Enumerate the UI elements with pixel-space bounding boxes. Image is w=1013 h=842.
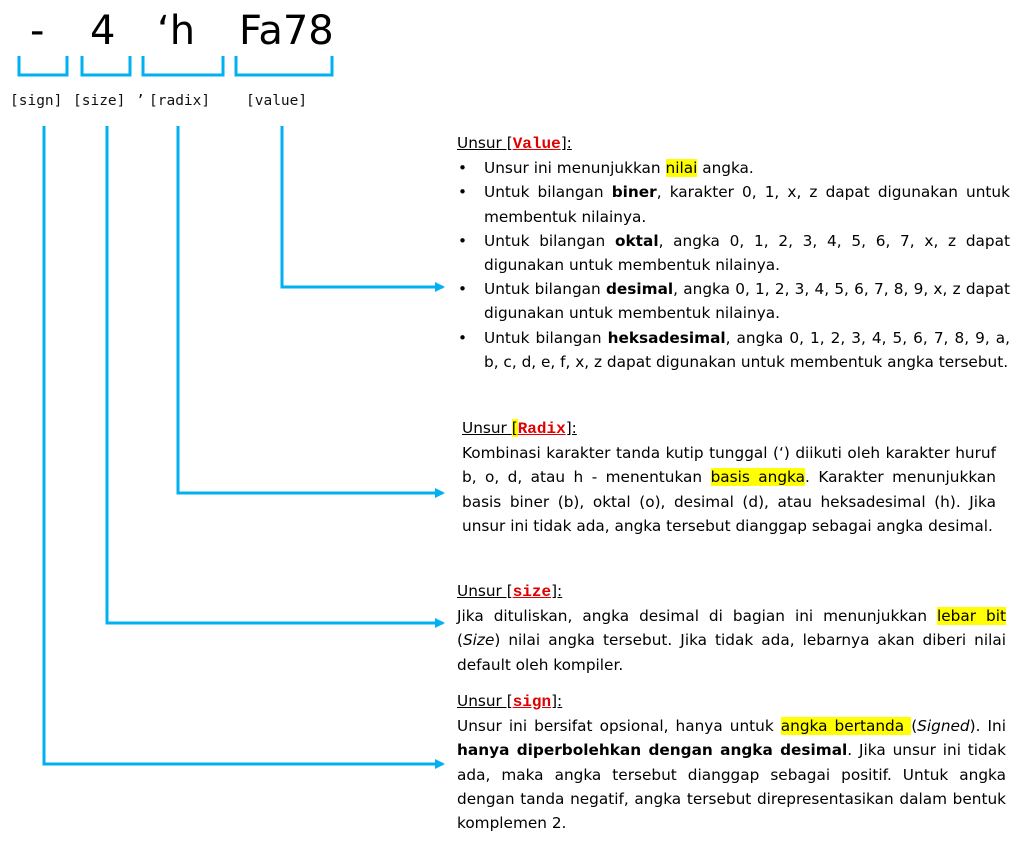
field-label-value: [value] bbox=[246, 93, 308, 109]
value-bullet: • Untuk bilangan heksadesimal, angka 0, 1, 2, 3, 4, 5, 6, 7, 8, 9, a, b, c, d, e, f, x, z dapat digunakan untuk membentuk angka tersebut. bbox=[457, 326, 1010, 374]
example-sign: - bbox=[30, 8, 45, 54]
section-sign bbox=[457, 689, 1006, 835]
section-value-heading: Unsur [Value]: bbox=[457, 134, 572, 153]
section-sign-heading: Unsur [sign]: bbox=[457, 692, 563, 711]
section-size-text: Jika dituliskan, angka desimal di bagian ini menunjukkan lebar bit (Size) nilai angka tersebut. Jika tidak ada, lebarnya akan diberi nilai default oleh kompiler. bbox=[457, 607, 1006, 674]
section-size bbox=[457, 579, 1006, 677]
section-radix bbox=[462, 416, 996, 538]
connector-radix bbox=[178, 126, 443, 493]
bracket-value bbox=[236, 56, 332, 75]
value-bullet: • Unsur ini menunjukkan nilai angka. bbox=[457, 156, 1010, 180]
field-label-size: [size] bbox=[73, 93, 126, 109]
section-size-heading: Unsur [size]: bbox=[457, 582, 563, 601]
field-label-radix: [radix] bbox=[149, 93, 211, 109]
connector-size bbox=[107, 126, 443, 623]
value-bullet: • Untuk bilangan biner, karakter 0, 1, x, z dapat digunakan untuk membentuk nilainya. bbox=[457, 180, 1010, 228]
field-label-quote: ’ bbox=[136, 93, 145, 109]
connector-sign bbox=[44, 126, 443, 764]
example-size: 4 bbox=[90, 8, 116, 54]
example-value: Fa78 bbox=[239, 8, 334, 54]
value-bullet: • Untuk bilangan desimal, angka 0, 1, 2, 3, 4, 5, 6, 7, 8, 9, x, z dapat digunakan untuk membentuk nilainya. bbox=[457, 277, 1010, 325]
section-radix-heading: Unsur [Radix]: bbox=[462, 419, 577, 438]
field-label-sign: [sign] bbox=[10, 93, 63, 109]
bracket-size bbox=[82, 56, 130, 75]
connector-value bbox=[282, 126, 443, 287]
section-value bbox=[457, 131, 1010, 374]
section-sign-text: Unsur ini bersifat opsional, hanya untuk angka bertanda (Signed). Ini hanya diperbolehkan dengan angka desimal. Jika unsur ini tidak ada, maka angka tersebut dianggap sebagai positif. Untuk angka dengan tanda negatif, angka tersebut direpresentasikan dalam bentuk komplemen 2. bbox=[457, 717, 1007, 833]
bracket-radix bbox=[143, 56, 223, 75]
bracket-sign bbox=[19, 56, 67, 75]
section-radix-text: Kombinasi karakter tanda kutip tunggal (‘) diikuti oleh karakter huruf b, o, d, atau h - menentukan basis angka. Karakter menunjukkan basis biner (b), oktal (o), desimal (d), atau heksadesimal (h). Jika unsur ini tidak ada, angka tersebut dianggap sebagai angka desimal. bbox=[462, 444, 996, 535]
example-radix: ‘h bbox=[157, 8, 196, 54]
value-bullet: • Untuk bilangan oktal, angka 0, 1, 2, 3, 4, 5, 6, 7, x, z dapat digunakan untuk membentuk nilainya. bbox=[457, 229, 1010, 277]
